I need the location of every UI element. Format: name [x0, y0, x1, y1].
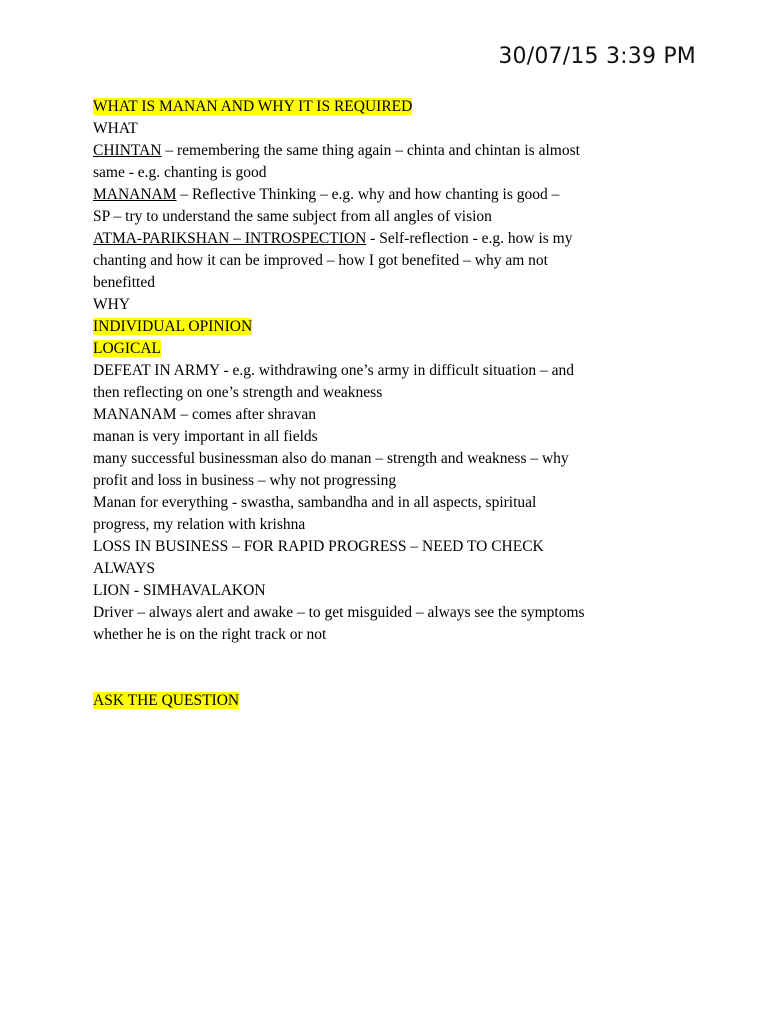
chintan-term: CHINTAN [93, 142, 162, 159]
loss-line-2: ALWAYS [93, 560, 156, 577]
timestamp: 30/07/15 3:39 PM [498, 44, 696, 69]
lion-line: LION - SIMHAVALAKON [93, 582, 266, 599]
what-label: WHAT [93, 120, 138, 137]
individual-opinion: INDIVIDUAL OPINION [93, 318, 253, 335]
manan-everything-line-1: Manan for everything - swastha, sambandha and in all aspects, spiritual [93, 494, 537, 511]
atma-line-1 [93, 228, 693, 250]
why-label: WHY [93, 296, 131, 313]
mananam-definition: – Reflective Thinking – e.g. why and how chanting is good – [176, 186, 560, 203]
logical: LOGICAL [93, 340, 162, 357]
mananam-after-line: MANANAM – comes after shravan [93, 406, 316, 423]
individual-opinion-line [93, 316, 693, 338]
chintan-line-2: same - e.g. chanting is good [93, 164, 267, 181]
blank-line [93, 646, 693, 668]
mananam-line-2: SP – try to understand the same subject from all angles of vision [93, 208, 492, 225]
manan-everything-line-2: progress, my relation with krishna [93, 516, 306, 533]
loss-line-1: LOSS IN BUSINESS – FOR RAPID PROGRESS – NEED TO CHECK [93, 538, 544, 555]
atma-line-3: benefitted [93, 274, 155, 291]
atma-definition: - Self-reflection - e.g. how is my [366, 230, 573, 247]
business-line-2: profit and loss in business – why not progressing [93, 472, 397, 489]
mananam-line-1 [93, 184, 693, 206]
atma-term: ATMA-PARIKSHAN – INTROSPECTION [93, 230, 367, 247]
blank-line [93, 668, 693, 690]
ask-line [93, 690, 693, 712]
driver-line-1: Driver – always alert and awake – to get misguided – always see the symptoms [93, 604, 585, 621]
manan-fields-line: manan is very important in all fields [93, 428, 318, 445]
business-line-1: many successful businessman also do manan – strength and weakness – why [93, 450, 569, 467]
driver-line-2: whether he is on the right track or not [93, 626, 327, 643]
atma-line-2: chanting and how it can be improved – how I got benefited – why am not [93, 252, 548, 269]
heading-line [93, 96, 693, 118]
chintan-line-1 [93, 140, 693, 162]
ask-the-question: ASK THE QUESTION [93, 692, 240, 709]
defeat-line-1: DEFEAT IN ARMY - e.g. withdrawing one’s army in difficult situation – and [93, 362, 575, 379]
mananam-term: MANANAM [93, 186, 177, 203]
note-body [93, 96, 693, 712]
defeat-line-2: then reflecting on one’s strength and weakness [93, 384, 383, 401]
chintan-definition: – remembering the same thing again – chinta and chintan is almost [161, 142, 580, 159]
heading: WHAT IS MANAN AND WHY IT IS REQUIRED [93, 98, 413, 115]
logical-line [93, 338, 693, 360]
